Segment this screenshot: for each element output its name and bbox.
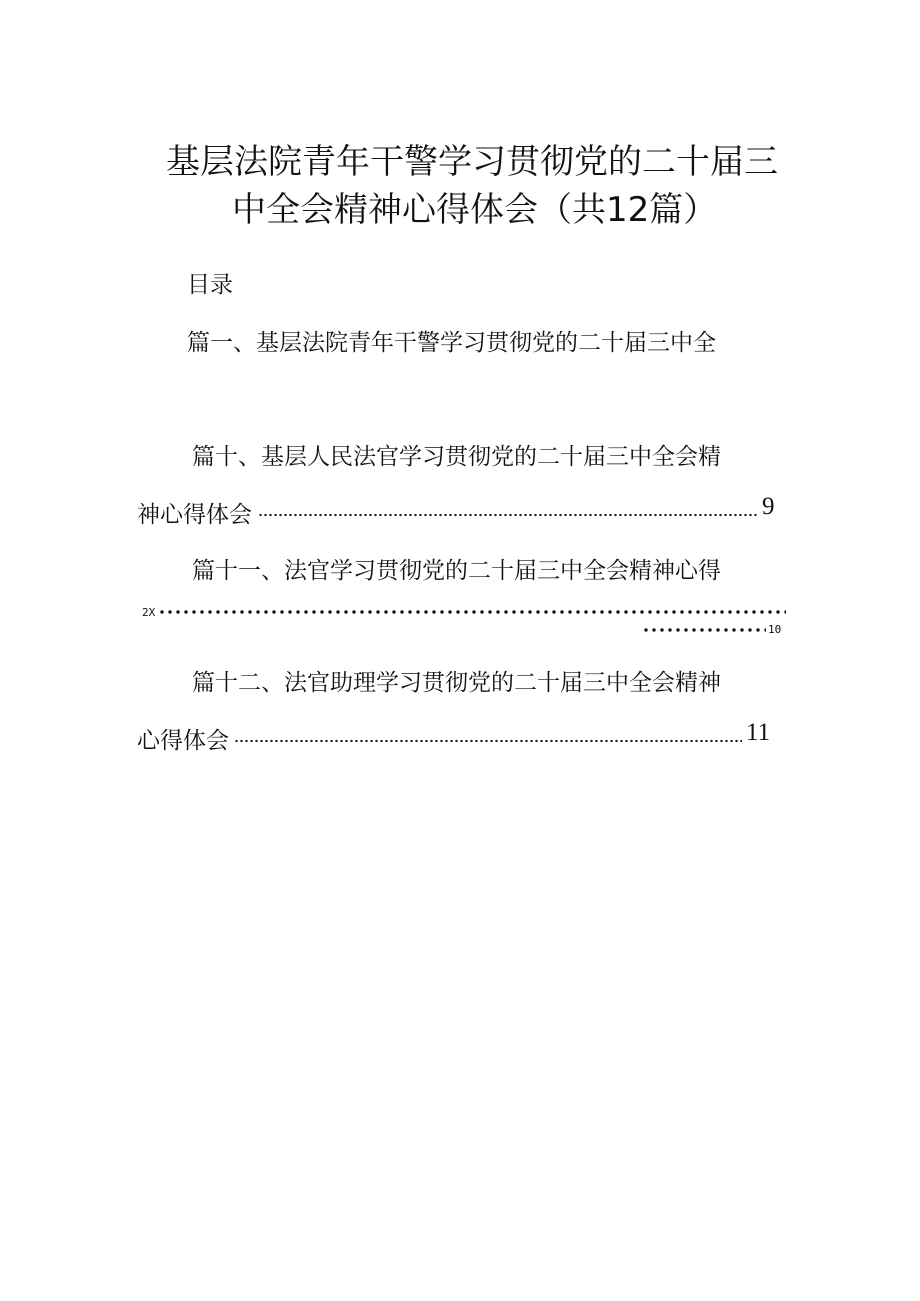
toc-entry-11-prefix: 2X [142,606,156,619]
toc-entry-11-leader-2 [642,627,766,633]
toc-entry-12-page: 11 [746,719,771,746]
toc-entry-12-text-cont[interactable]: 心得体会 [137,728,229,754]
toc-entry-11-page: 10 [768,623,782,636]
toc-entry-12-text[interactable]: 篇十二、法官助理学习贯彻党的二十届三中全会精神 [192,670,721,696]
toc-entry-11-leader-1 [158,609,786,615]
title-line-2: 中全会精神心得体会（共12篇） [232,190,718,230]
toc-entry-10-text[interactable]: 篇十、基层人民法官学习贯彻党的二十届三中全会精 [192,444,721,470]
toc-entry-10-leader [258,513,758,517]
toc-entry-1-text[interactable]: 篇一、基层法院青年干警学习贯彻党的二十届三中全 [187,330,716,356]
toc-entry-10-text-cont[interactable]: 神心得体会 [137,502,252,528]
toc-heading: 目录 [187,272,233,298]
toc-entry-10-page: 9 [762,493,775,520]
toc-entry-11-text[interactable]: 篇十一、法官学习贯彻党的二十届三中全会精神心得 [192,558,721,584]
title-line-1: 基层法院青年干警学习贯彻党的二十届三 [166,142,778,182]
toc-entry-12-leader [234,739,742,743]
